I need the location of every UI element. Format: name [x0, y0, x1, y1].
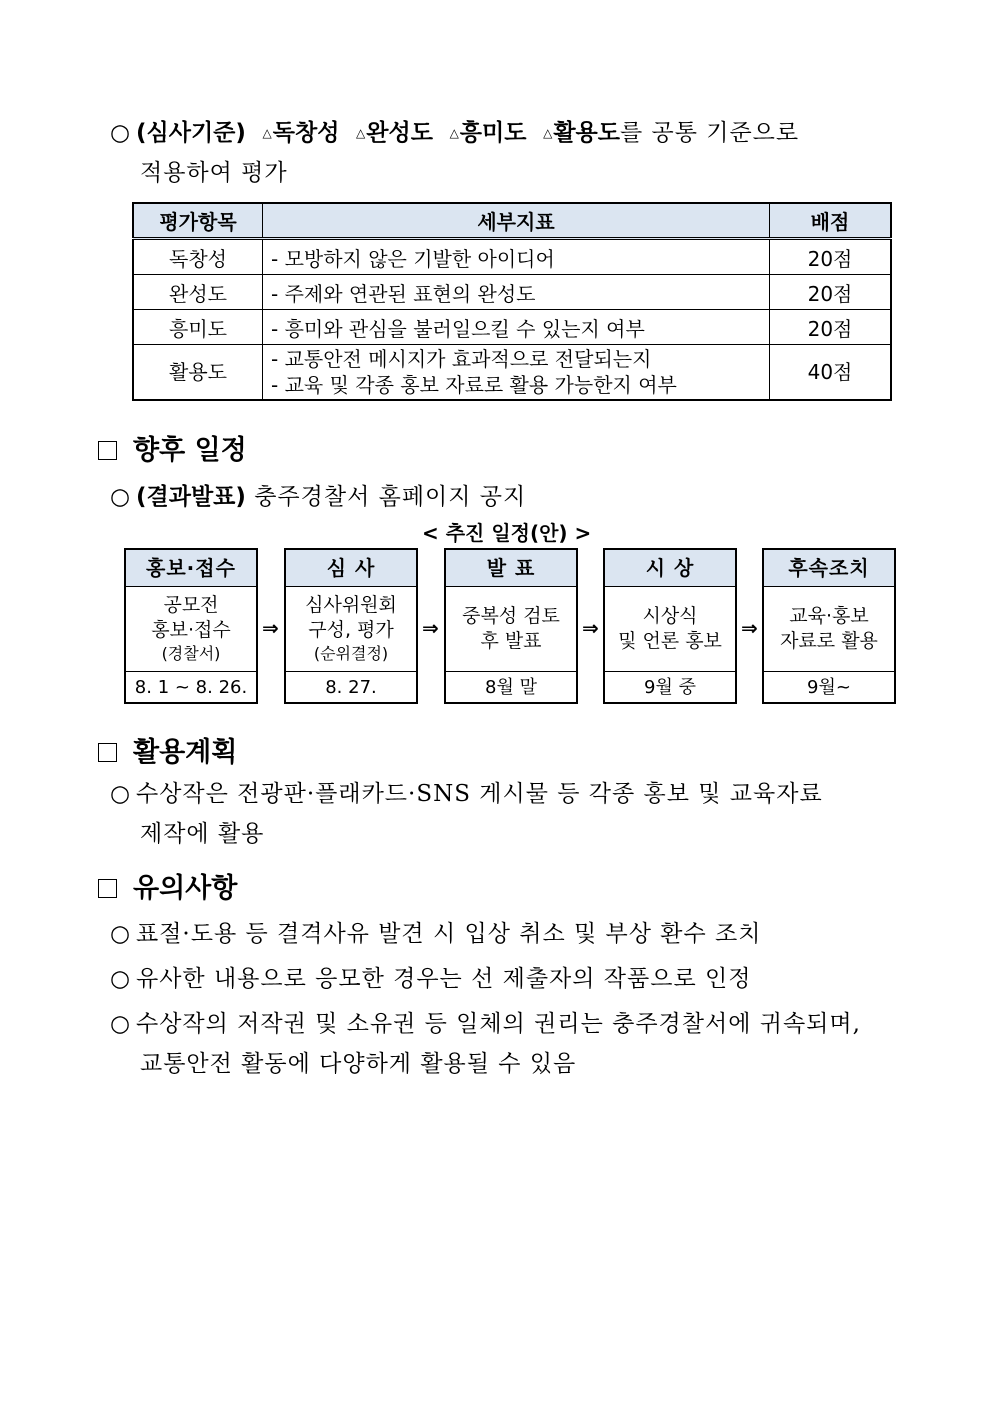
bullet-circle: ○	[110, 966, 132, 992]
step-body-line: 후 발표	[480, 630, 542, 652]
step-body-line: 홍보·접수	[151, 619, 231, 641]
note-text: 유사한 내용으로 응모한 경우는 선 제출자의 작품으로 인정	[136, 966, 752, 992]
bullet-circle: ○	[110, 1011, 132, 1037]
row-item: 활용도	[133, 345, 263, 401]
row-item: 완성도	[133, 275, 263, 310]
table-row	[133, 275, 891, 310]
step-head: 홍보·접수	[126, 550, 256, 587]
usage-line1: 수상작은 전광판·플래카드·SNS 게시물 등 각종 홍보 및 교육자료	[136, 781, 823, 807]
step-body-line: 자료로 활용	[780, 630, 878, 652]
section-title: 활용계획	[133, 737, 238, 768]
row-score: 20점	[770, 275, 892, 310]
row-desc: - 주제와 연관된 표현의 완성도	[263, 275, 770, 310]
step-body-line: 구성, 평가	[308, 619, 394, 641]
step-date: 8. 1 ~ 8. 26.	[134, 677, 248, 698]
note-item3-line2: 교통안전 활동에 다양하게 활용될 수 있음	[140, 1051, 577, 1077]
bullet-circle: ○	[110, 921, 132, 947]
bullet-circle: ○	[110, 120, 132, 146]
schedule-title: < 추진 일정(안) >	[422, 521, 592, 545]
result-label: (결과발표)	[136, 484, 246, 510]
criteria-label: (심사기준)	[136, 120, 246, 146]
header-desc: 세부지표	[263, 203, 770, 239]
criteria-item: 흥미도	[459, 120, 527, 146]
section-heading-schedule	[98, 428, 247, 467]
triangle-icon: △	[356, 126, 367, 140]
checkbox-square-icon	[98, 441, 117, 460]
header-item: 평가항목	[133, 203, 263, 239]
step-body	[605, 587, 735, 672]
row-score: 20점	[770, 310, 892, 345]
checkbox-square-icon	[98, 743, 117, 762]
section-heading-notes	[98, 866, 237, 905]
arrow-right-icon: ⇒	[262, 616, 279, 640]
step-body-line: 중복성 검토	[462, 605, 560, 627]
criteria-item: 활용도	[553, 120, 620, 146]
row-score: 20점	[770, 239, 892, 275]
row-desc-line: - 교육 및 각종 홍보 자료로 활용 가능한지 여부	[271, 373, 677, 397]
section-title: 향후 일정	[133, 435, 247, 466]
row-desc: - 모방하지 않은 기발한 아이디어	[263, 239, 770, 275]
step-body-line: 및 언론 홍보	[618, 630, 722, 652]
usage-line2: 제작에 활용	[140, 821, 265, 847]
schedule-step	[284, 548, 418, 704]
schedule-step	[603, 548, 737, 704]
table-row	[133, 239, 891, 275]
row-score: 40점	[770, 345, 892, 401]
step-body-line: 교육·홍보	[789, 605, 869, 627]
step-note: (경찰서)	[161, 644, 221, 663]
criteria-suffix: 를 공통 기준으로	[619, 120, 800, 146]
step-date: 9월 중	[644, 677, 696, 698]
criteria-item: 독창성	[272, 120, 340, 146]
header-score: 배점	[770, 203, 892, 239]
arrow-right-icon: ⇒	[741, 616, 758, 640]
triangle-icon: △	[262, 126, 273, 140]
note-text: 표절·도용 등 결격사유 발견 시 입상 취소 및 부상 환수 조치	[136, 921, 762, 947]
row-desc: - 흥미와 관심을 불러일으킬 수 있는지 여부	[263, 310, 770, 345]
step-body	[446, 587, 576, 672]
step-body	[126, 587, 256, 672]
triangle-icon: △	[449, 126, 460, 140]
arrow-right-icon: ⇒	[422, 616, 439, 640]
step-date: 8. 27.	[325, 677, 377, 698]
result-bullet	[110, 478, 526, 511]
note-item	[110, 1005, 861, 1038]
note-item	[110, 960, 751, 993]
step-body-line: 심사위원회	[305, 594, 397, 616]
step-body-line: 공모전	[163, 594, 219, 616]
step-head: 후속조치	[764, 550, 894, 587]
result-text: 충주경찰서 홈페이지 공지	[254, 484, 527, 510]
step-date: 9월~	[807, 677, 851, 698]
schedule-step	[124, 548, 258, 704]
triangle-icon: △	[543, 126, 554, 140]
row-item: 독창성	[133, 239, 263, 275]
step-body	[764, 587, 894, 672]
step-date: 8월 말	[485, 677, 537, 698]
note-text: 수상작의 저작권 및 소유권 등 일체의 권리는 충주경찰서에 귀속되며,	[136, 1011, 861, 1037]
step-body	[286, 587, 416, 672]
section-title: 유의사항	[133, 873, 238, 904]
note-item	[110, 915, 761, 948]
bullet-circle: ○	[110, 781, 132, 807]
step-head: 발 표	[446, 550, 576, 587]
usage-bullet	[110, 775, 823, 808]
row-desc-line: - 교통안전 메시지가 효과적으로 전달되는지	[271, 347, 652, 371]
bullet-circle: ○	[110, 484, 132, 510]
criteria-line2: 적용하여 평가	[140, 160, 288, 186]
table-row	[133, 345, 891, 401]
arrow-right-icon: ⇒	[582, 616, 599, 640]
step-head: 심 사	[286, 550, 416, 587]
criteria-bullet	[110, 114, 799, 147]
step-head: 시 상	[605, 550, 735, 587]
criteria-item: 완성도	[366, 120, 433, 146]
criteria-table	[132, 202, 892, 401]
step-note: (순위결정)	[313, 644, 389, 663]
table-header-row	[133, 203, 891, 239]
row-item: 흥미도	[133, 310, 263, 345]
table-row	[133, 310, 891, 345]
step-body-line: 시상식	[642, 605, 698, 627]
checkbox-square-icon	[98, 879, 117, 898]
section-heading-usage	[98, 730, 237, 769]
row-desc	[263, 345, 770, 401]
schedule-step	[444, 548, 578, 704]
schedule-step	[762, 548, 896, 704]
